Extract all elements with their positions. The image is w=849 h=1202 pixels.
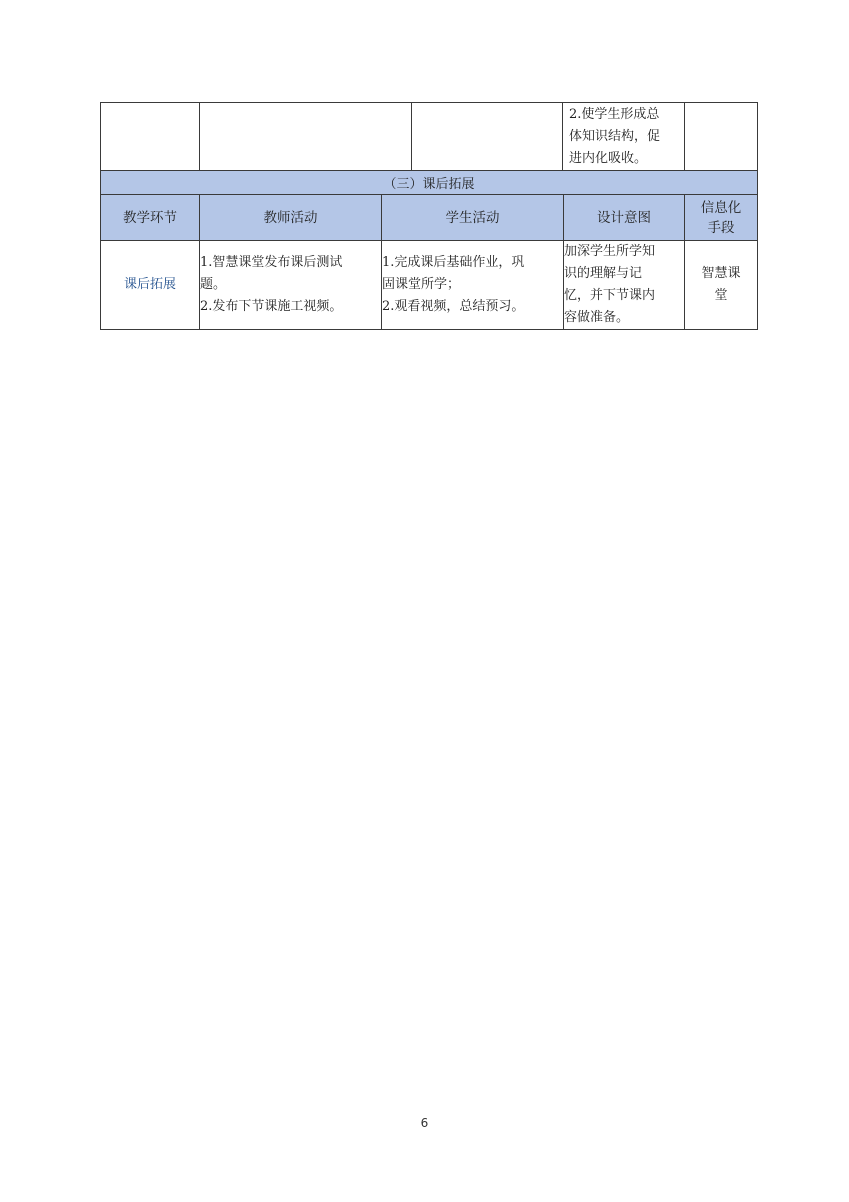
teacher-line: 2.发布下节课施工视频。 xyxy=(200,299,343,314)
empty-cell xyxy=(200,103,412,171)
section-title: （三）课后拓展 xyxy=(101,171,758,195)
design-line: 容做准备。 xyxy=(564,310,630,325)
note-line: 2.使学生形成总 xyxy=(569,107,660,122)
design-intent-note xyxy=(563,103,685,171)
note-line: 进内化吸收。 xyxy=(569,151,648,166)
teacher-line: 题。 xyxy=(200,277,227,292)
info-line: 智慧课 xyxy=(701,266,741,281)
header-design-intent: 设计意图 xyxy=(564,195,685,241)
student-activity-cell xyxy=(382,241,564,330)
student-line: 1.完成课后基础作业，巩 xyxy=(382,255,525,270)
header-row xyxy=(101,195,758,241)
section-title-row xyxy=(101,171,758,195)
design-intent-cell xyxy=(564,241,685,330)
design-line: 加深学生所学知 xyxy=(564,244,656,259)
header-stage: 教学环节 xyxy=(101,195,200,241)
continued-table-row xyxy=(101,103,758,171)
header-student-activity: 学生活动 xyxy=(382,195,564,241)
header-teacher-activity: 教师活动 xyxy=(200,195,382,241)
design-line: 忆，并下节课内 xyxy=(564,288,656,303)
student-line: 2.观看视频，总结预习。 xyxy=(382,299,525,314)
page-number: 6 xyxy=(420,1116,429,1130)
teacher-activity-cell xyxy=(200,241,382,330)
design-line: 识的理解与记 xyxy=(564,266,643,281)
stage-cell: 课后拓展 xyxy=(101,241,200,330)
info-means-cell xyxy=(685,241,758,330)
note-line: 体知识结构，促 xyxy=(569,129,661,144)
empty-cell xyxy=(412,103,563,171)
header-info-line: 手段 xyxy=(707,219,735,236)
table-row xyxy=(101,241,758,330)
teacher-line: 1.智慧课堂发布课后测试 xyxy=(200,255,343,270)
info-line: 堂 xyxy=(714,288,728,303)
header-info-means xyxy=(685,195,758,241)
continued-table-fragment xyxy=(100,102,758,171)
empty-cell xyxy=(101,103,200,171)
header-info-line: 信息化 xyxy=(700,199,742,216)
student-line: 固课堂所学； xyxy=(382,277,461,292)
after-class-table xyxy=(100,170,758,330)
empty-cell xyxy=(685,103,758,171)
